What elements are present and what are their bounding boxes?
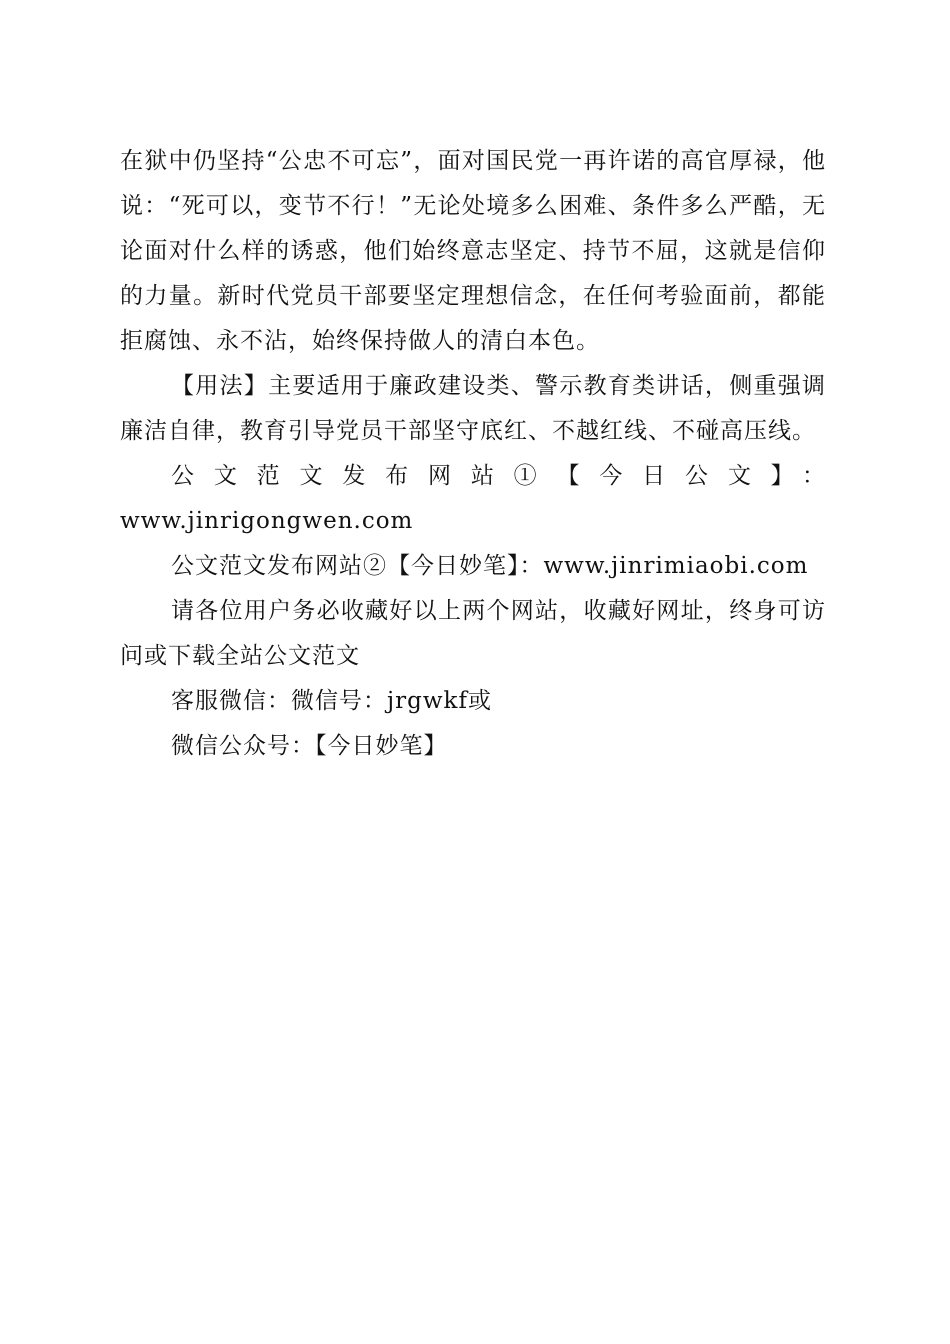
site-2-line: 公文范文发布网站②【今日妙笔】：www.jinrimiaobi.com <box>171 553 809 579</box>
document-page <box>120 139 826 769</box>
body-paragraph: 在狱中仍坚持“公忠不可忘”，面对国民党一再许诺的高官厚禄，他说：“死可以，变节不行！”无论处境多么困难、条件多么严酷，无论面对什么样的诱惑，他们始终意志坚定、持节不屈，这就是信仰的力量。新时代党员干部要坚定理想信念，在任何考验面前，都能拒腐蚀、永不沾，始终保持做人的清白本色。 <box>120 148 826 354</box>
usage-paragraph: 【用法】主要适用于廉政建设类、警示教育类讲话，侧重强调廉洁自律，教育引导党员干部坚守底红、不越红线、不碰高压线。 <box>120 373 826 444</box>
wechat-official-line: 微信公众号：【今日妙笔】 <box>171 733 448 759</box>
bookmark-notice: 请各位用户务必收藏好以上两个网站，收藏好网址，终身可访问或下载全站公文范文 <box>120 598 826 669</box>
wechat-service-line: 客服微信：微信号：jrgwkf或 <box>171 688 492 714</box>
site-1-label: 公文范文发布网站①【今日公文】： <box>171 463 826 489</box>
site-1-url: www.jinrigongwen.com <box>120 508 414 534</box>
